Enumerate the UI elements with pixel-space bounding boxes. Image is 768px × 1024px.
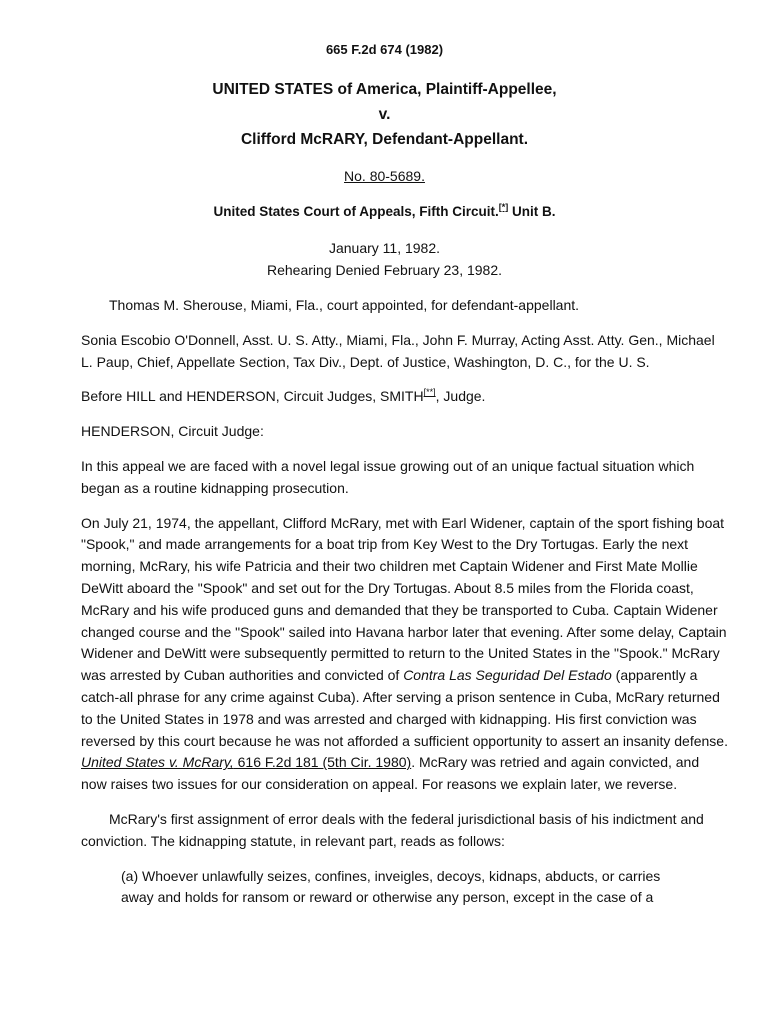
rehearing-date: Rehearing Denied February 23, 1982. [266,261,503,278]
panel-after: , Judge. [435,388,486,405]
plaintiff-line: UNITED STATES of America, Plaintiff-Appellee, [212,81,557,98]
versus-line: v. [378,106,391,123]
panel-footnote-link[interactable]: [**] [423,387,436,398]
opinion-paragraph-2 [81,513,728,796]
statute-quote: (a) Whoever unlawfully seizes, confines, inveigles, decoys, kidnaps, abducts, or carries away and holds for ransom or reward or otherwise any person, except in the case of a [121,867,661,906]
counsel-appellant: Thomas M. Sherouse, Miami, Fla., court appointed, for defendant-appellant. [109,297,580,313]
paragraph-text: (apparently a catch-all phrase for any crime against Cuba). After serving a prison sentence in Cuba, McRary returned to the United States in 1978 and was arrested and charged with kidnapping. His first conviction was reversed by this court because he was not afforded a sufficient opportunity to assert an insanity defense. [81,667,728,749]
defendant-line: Clifford McRARY, Defendant-Appellant. [240,131,529,148]
case-name: United States v. McRary, [81,754,234,771]
court-name [41,202,728,222]
panel-line [81,386,728,408]
court-unit: Unit B. [508,204,556,219]
decided-date: January 11, 1982. [328,240,441,256]
court-footnote-link[interactable]: [*] [498,202,509,212]
court-footnote [499,202,509,212]
opinion-paragraph-3: McRary's first assignment of error deals with the federal jurisdictional basis of his indictment and conviction. The kidnapping statute, in relevant part, reads as follows: [81,810,704,849]
court-name-text: United States Court of Appeals, Fifth Circuit. [213,204,499,219]
opinion-author: HENDERSON, Circuit Judge: [81,423,264,440]
counsel-appellee: Sonia Escobio O'Donnell, Asst. U. S. Atty., Miami, Fla., John F. Murray, Acting Asst. Atty. Gen., Michael L. Paup, Chief, Appellate Section, Tax Div., Dept. of Justice, Washington, D. C., for the U. S. [81,331,715,370]
panel-footnote [424,387,436,397]
case-citation-link[interactable] [81,754,411,770]
decision-dates [41,238,728,281]
case-caption [41,77,728,152]
case-citation: 665 F.2d 674 (1982) [325,42,444,57]
foreign-phrase: Contra Las Seguridad Del Estado [403,667,612,684]
paragraph-text: . McRary was retried and again convicted, and now raises two issues for our consideration on appeal. For reasons we explain later, we reverse. [81,754,700,793]
panel-before: Before HILL and HENDERSON, Circuit Judges, SMITH [81,388,424,405]
opinion-paragraph-1: In this appeal we are faced with a novel legal issue growing out of an unique factual situation which began as a routine kidnapping prosecution. [81,457,695,496]
docket-link[interactable]: No. 80-5689. [344,168,425,184]
docket-number [41,166,728,186]
case-reporter: 616 F.2d 181 (5th Cir. 1980) [233,754,412,771]
paragraph-text: On July 21, 1974, the appellant, Clifford McRary, met with Earl Widener, captain of the sport fishing boat "Spook," and made arrangements for a boat trip from Key West to the Dry Tortugas. Early the next morning, McRary, his wife Patricia and their two children met Captain Widener and First Mate Mollie DeWitt aboard the "Spook" and set out for the Dry Tortugas. About 8.5 miles from the Florida coast, McRary and his wife produced guns and demanded that they be transported to Cuba. Captain Widener changed course and the "Spook" sailed into Havana harbor later that evening. After some delay, Captain Widener and DeWitt were subsequently permitted to return to the United States in the "Spook." McRary was arrested by Cuban authorities and convicted of [81,514,727,684]
